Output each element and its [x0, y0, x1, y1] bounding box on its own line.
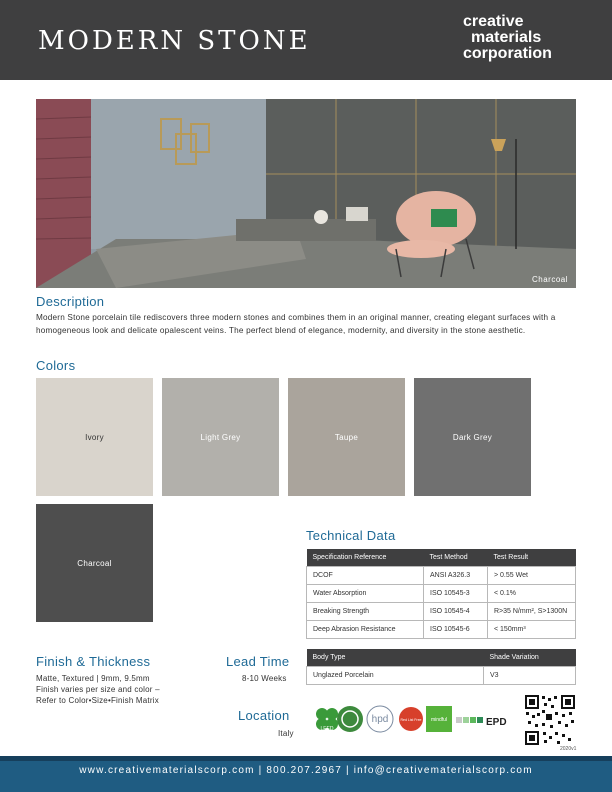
table-cell: DCOF: [307, 567, 424, 585]
finish-line: Matte, Textured | 9mm, 9.5mm: [36, 674, 150, 683]
table-header-cell: Test Result: [488, 549, 576, 567]
technical-heading: Technical Data: [306, 528, 396, 543]
swatch-light-grey: [162, 378, 279, 496]
swatch-charcoal: [36, 504, 153, 622]
epd-logo-icon: [456, 710, 514, 730]
logo-text: LEED: [320, 726, 334, 732]
body-type-table: [306, 649, 576, 685]
table-row: [307, 621, 576, 639]
table-cell: V3: [484, 667, 576, 685]
table-row: [307, 667, 576, 685]
table-cell: ISO 10545-4: [424, 603, 488, 621]
swatch-label: Charcoal: [77, 558, 112, 568]
table-header-cell: Shade Variation: [484, 649, 576, 667]
table-row: [307, 567, 576, 585]
swatch-label: Dark Grey: [452, 432, 493, 442]
header-bar: [0, 0, 612, 80]
recycle-badge-icon: [336, 705, 364, 733]
table-cell: R>35 N/mm², S>1300N: [488, 603, 576, 621]
finish-line: Finish varies per size and color –: [36, 685, 160, 694]
qr-caption: 2020v1: [560, 746, 577, 752]
logo-text: Red List Free: [400, 718, 422, 722]
footer-contact: www.creativematerialscorp.com | 800.207.2967 | info@creativematerialscorp.com: [79, 765, 533, 776]
table-header-row: [307, 549, 576, 567]
lead-time-value: 8-10 Weeks: [242, 674, 287, 683]
finish-details: [36, 673, 160, 706]
swatch-label: Taupe: [334, 432, 359, 442]
table-header-cell: Test Method: [424, 549, 488, 567]
swatch-label: Light Grey: [200, 432, 241, 442]
table-cell: < 150mm³: [488, 621, 576, 639]
table-cell: > 0.55 Wet: [488, 567, 576, 585]
qr-code-icon[interactable]: [524, 694, 576, 746]
swatch-ivory: [36, 378, 153, 496]
interior-scene-illustration: [36, 99, 576, 288]
finish-line: Refer to Color•Size•Finish Matrix: [36, 696, 159, 705]
company-logo: [463, 14, 603, 62]
table-cell: ISO 10545-6: [424, 621, 488, 639]
location-value: Italy: [278, 729, 294, 738]
swatch-label: Ivory: [85, 432, 104, 442]
table-header-cell: Body Type: [307, 649, 484, 667]
swatch-dark-grey: [414, 378, 531, 496]
hero-image: [36, 99, 576, 288]
logo-text: hpd: [371, 714, 389, 725]
logo-line-2: materials: [471, 29, 542, 46]
technical-data-table: [306, 549, 576, 639]
table-header-cell: Specification Reference: [307, 549, 424, 567]
logo-line-1: creative: [463, 13, 524, 30]
description-heading: Description: [36, 294, 105, 309]
mindful-materials-icon: [426, 706, 452, 732]
table-cell: Unglazed Porcelain: [307, 667, 484, 685]
table-header-row: [307, 649, 576, 667]
logo-text: EPD: [486, 717, 507, 728]
product-title: MODERN STONE: [38, 26, 311, 56]
logo-line-3: corporation: [463, 45, 552, 62]
hpd-logo-icon: [364, 704, 396, 734]
lead-time-heading: Lead Time: [226, 654, 290, 669]
table-cell: ISO 10545-3: [424, 585, 488, 603]
swatch-taupe: [288, 378, 405, 496]
description-text: Modern Stone porcelain tile rediscovers three modern stones and combines them in an original manner, creating elegant surfaces with a homogeneous look and delicate opalescent veins. The perfect blend of elegance, modernity, and diversity in the stone aesthetic.: [36, 313, 556, 335]
table-cell: < 0.1%: [488, 585, 576, 603]
logo-text: mindful: [430, 717, 448, 723]
finish-heading: Finish & Thickness: [36, 654, 151, 669]
table-row: [307, 585, 576, 603]
red-list-free-icon: [398, 706, 424, 732]
colors-heading: Colors: [36, 358, 76, 373]
hero-caption: Charcoal: [531, 275, 568, 284]
table-cell: Breaking Strength: [307, 603, 424, 621]
location-heading: Location: [238, 708, 290, 723]
table-cell: Water Absorption: [307, 585, 424, 603]
table-cell: Deep Abrasion Resistance: [307, 621, 424, 639]
table-cell: ANSI A326.3: [424, 567, 488, 585]
table-row: [307, 603, 576, 621]
